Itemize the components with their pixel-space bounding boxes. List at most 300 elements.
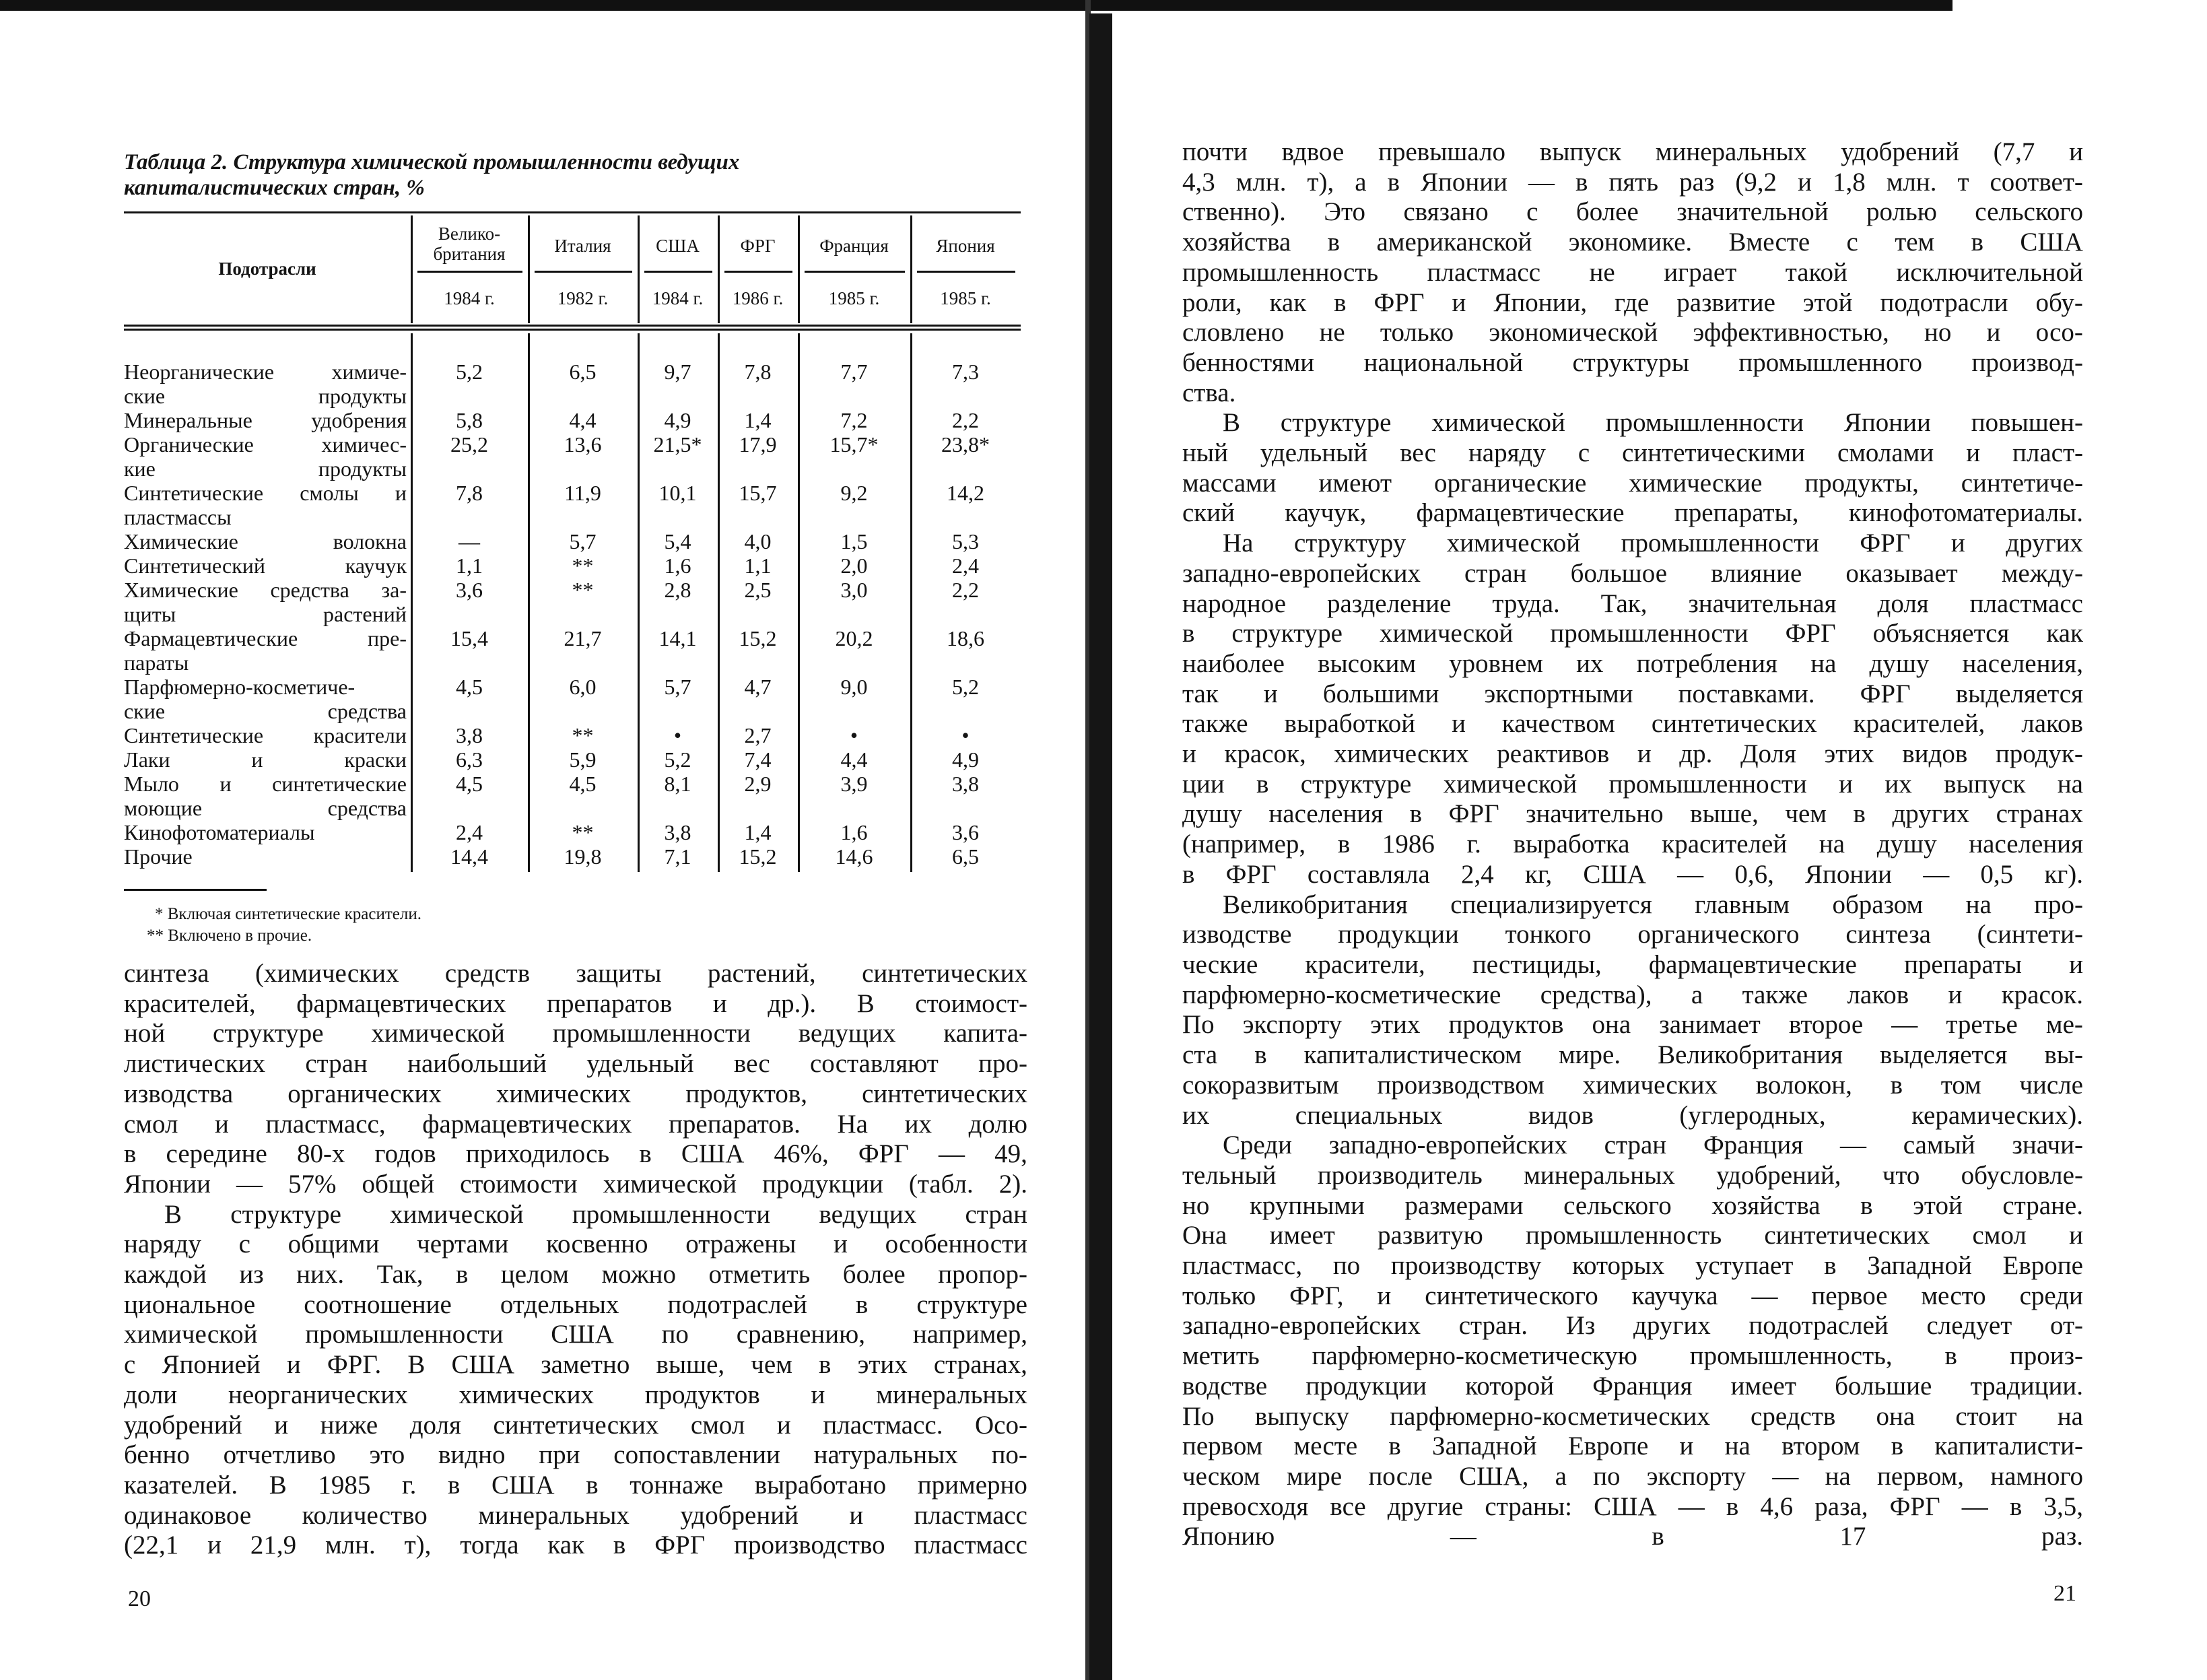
word: в <box>1388 1432 1401 1461</box>
word: Франция <box>1592 1371 1693 1401</box>
table-cell: 4,5 <box>456 675 483 699</box>
word: экспорту <box>1242 1010 1343 1040</box>
word: вес <box>1400 438 1436 468</box>
column-header-country <box>910 236 1021 256</box>
text-line <box>1182 890 2083 920</box>
word: мире <box>1286 1461 1343 1491</box>
word: между- <box>2001 558 2083 588</box>
table-cell: 3,8 <box>456 723 483 747</box>
text-line <box>124 1019 1027 1049</box>
word: на <box>1965 889 1992 919</box>
row-label <box>124 553 407 578</box>
word: особенности <box>885 1230 1027 1259</box>
word: западно-европейских <box>1182 1311 1421 1341</box>
text-line <box>1182 920 2083 950</box>
text-line <box>1182 529 2083 559</box>
word: смолами <box>1837 438 1934 468</box>
text-line <box>124 1501 1027 1531</box>
word: отчетливо <box>223 1440 336 1470</box>
word: реактивов <box>1497 739 1610 769</box>
word: потребления <box>1636 648 1778 678</box>
word: и <box>1182 739 1196 769</box>
text-line <box>1182 709 2083 739</box>
word: уровнем <box>1449 648 1543 678</box>
header-subrule <box>417 271 522 273</box>
word: красителей, <box>1853 709 1985 739</box>
word: красители, <box>1305 949 1425 979</box>
left-page-body <box>124 959 1027 1561</box>
word: продуктов, <box>685 1079 808 1108</box>
word: Парфюмерно-косметиче- <box>124 675 355 699</box>
word: — <box>1528 167 1555 197</box>
word: массами <box>1182 468 1277 498</box>
word: химической <box>1443 769 1577 799</box>
word: большие <box>1835 1371 1932 1401</box>
word: а <box>1555 1461 1567 1491</box>
word: в <box>613 1531 626 1560</box>
column-header-country <box>718 236 798 256</box>
word: третье <box>1946 1010 2018 1040</box>
table-cell: ** <box>572 820 594 844</box>
word: других <box>1892 799 1970 829</box>
text-line <box>124 1139 1027 1170</box>
word: ведущих <box>819 1199 917 1229</box>
word: странах <box>1996 799 2083 829</box>
table-cell: 7,4 <box>744 747 772 772</box>
word: Японии, <box>1493 288 1588 317</box>
word: по <box>1332 1251 1361 1281</box>
word: ный <box>1182 438 1228 468</box>
word: занимает <box>1659 1010 1761 1040</box>
table-cell: 5,3 <box>952 529 979 553</box>
word: изводства <box>124 1079 234 1108</box>
word: ста <box>1182 1040 1218 1070</box>
word: казателей. <box>124 1470 238 1500</box>
word: в <box>639 1139 652 1169</box>
table-cell: 19,8 <box>564 844 602 869</box>
word: — <box>1678 1491 1705 1521</box>
word: сравнению, <box>736 1320 866 1349</box>
word: превосходя <box>1182 1491 1309 1521</box>
word: промышленности <box>1550 619 1748 648</box>
word: Франция <box>1703 1131 1804 1160</box>
word: пять <box>1608 167 1659 197</box>
word: красок, <box>1224 739 1306 769</box>
table-row <box>124 408 1021 432</box>
word: примерно <box>917 1470 1027 1500</box>
table-cell: 5,7 <box>569 529 597 553</box>
word: пластмасс <box>1427 257 1541 287</box>
word: их <box>904 1109 932 1139</box>
text-line <box>1182 950 2083 980</box>
word: имеет <box>1269 1221 1335 1250</box>
table-cell: 9,0 <box>840 675 868 699</box>
row-label-line <box>124 772 407 796</box>
table-cell: 15,2 <box>739 626 777 650</box>
table-cell: 3,6 <box>952 820 979 844</box>
word: красителей, <box>124 988 256 1018</box>
word: тогда <box>460 1531 519 1560</box>
word: в <box>448 1470 461 1500</box>
text-line <box>124 1411 1027 1441</box>
word: место <box>1921 1281 1986 1310</box>
word: органического <box>1637 920 1800 949</box>
table-cell: 15,2 <box>739 844 777 869</box>
word: и <box>286 1350 301 1380</box>
word: в <box>1337 830 1351 859</box>
table-row <box>124 820 1021 844</box>
column-header-year: 1986 г. <box>732 288 784 308</box>
word: в <box>1256 769 1269 799</box>
word: органических <box>287 1079 442 1108</box>
word: выше, <box>656 1350 725 1380</box>
word: а <box>1691 980 1703 1009</box>
word: препараты <box>1904 949 2022 979</box>
text-line <box>124 1049 1027 1079</box>
table-row <box>124 747 1021 772</box>
table-cell: 1,4 <box>744 820 772 844</box>
row-label <box>124 723 407 747</box>
column-header-line: Италия <box>554 236 611 256</box>
row-label-line: щиты растений <box>124 602 407 626</box>
word: как <box>1269 288 1307 317</box>
word: бенностями <box>1182 347 1315 377</box>
word: душу <box>1876 830 1937 859</box>
word: В <box>164 1199 182 1229</box>
word: т), <box>1307 167 1334 197</box>
table-cell: 2,8 <box>664 578 691 602</box>
word: заметно <box>541 1350 630 1380</box>
text-line <box>124 1200 1027 1230</box>
word: синтетических <box>493 1410 659 1440</box>
word: — <box>1961 1491 1988 1521</box>
table-cell: 3,9 <box>840 772 868 796</box>
word: лаков <box>2021 709 2083 739</box>
word: синтеза <box>124 959 209 988</box>
word: ФРГ, <box>1289 1281 1344 1310</box>
row-label <box>124 844 407 869</box>
column-header-year: 1982 г. <box>557 288 609 308</box>
word: в <box>1575 167 1588 197</box>
word: сельского <box>1975 197 2083 227</box>
word: американской <box>1376 228 1532 257</box>
word: парфюмерно-косметические <box>1182 980 1501 1009</box>
table-cell: ** <box>572 553 594 578</box>
word: также <box>1182 709 1248 739</box>
text-line <box>1182 679 2083 710</box>
word: в <box>124 1139 137 1169</box>
word: роли, <box>1182 288 1242 317</box>
word: и <box>215 1109 229 1139</box>
word: хозяйства <box>1711 1190 1821 1220</box>
word: млн. <box>325 1531 376 1560</box>
word: но <box>1182 1190 1210 1220</box>
word: исключительной <box>1896 257 2083 287</box>
word: химической <box>1379 619 1514 648</box>
word: видов <box>1902 739 1968 769</box>
word: Неорганические <box>124 360 275 384</box>
paragraph <box>1182 408 2083 529</box>
word: что <box>1882 1160 1920 1190</box>
word: Доля <box>1740 739 1796 769</box>
table-row <box>124 675 1021 723</box>
word: структуре <box>916 1289 1027 1319</box>
word: Из <box>1565 1311 1596 1341</box>
word: вы- <box>2044 1040 2083 1070</box>
header-subrule <box>535 271 632 273</box>
word: промышленности <box>1608 769 1807 799</box>
word: на <box>2057 1401 2083 1431</box>
word: имеет <box>1730 1371 1796 1401</box>
word: пестициды, <box>1472 949 1602 979</box>
table-cell: 5,8 <box>456 408 483 432</box>
word: — <box>1772 1461 1799 1491</box>
word: 1985 <box>318 1470 371 1500</box>
table-cell: 9,2 <box>840 481 868 505</box>
word: млн. <box>1886 167 1937 197</box>
word: чем <box>751 1350 792 1380</box>
table-row <box>124 578 1021 626</box>
word: стран. <box>1458 1311 1528 1341</box>
table-cell: 15,7* <box>829 432 879 457</box>
word: Европе <box>2002 1251 2083 1281</box>
table-cell: 2,2 <box>952 578 979 602</box>
word: такой <box>1785 257 1847 287</box>
word: США <box>681 1139 745 1169</box>
table-cell: 7,8 <box>744 360 772 384</box>
word: г. <box>402 1470 417 1500</box>
word: сельского <box>1563 1190 1672 1220</box>
word: США <box>451 1350 515 1380</box>
word: страны: <box>1485 1491 1572 1521</box>
word: национальной <box>1363 347 1524 377</box>
row-label <box>124 529 407 553</box>
word: населения <box>1268 799 1384 829</box>
word: размерами <box>1404 1190 1524 1220</box>
table-cell: 4,4 <box>840 747 868 772</box>
page-number-right: 21 <box>2053 1581 2076 1606</box>
word: смол <box>1972 1221 2027 1250</box>
word: имеют <box>1318 468 1392 498</box>
word: синтеза <box>1845 920 1931 949</box>
text-line <box>1182 1311 2083 1341</box>
word: стране. <box>2002 1190 2083 1220</box>
table-cell: 4,5 <box>456 772 483 796</box>
header-subrule <box>644 271 712 273</box>
row-header: Подотрасли <box>218 259 316 279</box>
word: ведущих <box>798 1019 896 1048</box>
word: продуктов <box>1448 1010 1564 1040</box>
word: и <box>1948 980 1963 1009</box>
word: среди <box>2019 1281 2083 1310</box>
table-row <box>124 844 1021 869</box>
table-cell: 23,8* <box>941 432 990 457</box>
word: др. <box>1679 739 1713 769</box>
word: из <box>239 1260 264 1289</box>
word: и <box>1966 438 1981 468</box>
column-header-year: 1984 г. <box>652 288 704 308</box>
word: смол <box>690 1410 745 1440</box>
book-gutter <box>1089 13 1112 1680</box>
text-line <box>1182 1281 2083 1312</box>
word: словлено <box>1182 318 1285 347</box>
table-title-line: капиталистических стран, % <box>124 176 425 200</box>
page-number-left: 20 <box>128 1586 151 1611</box>
word: чем <box>1785 799 1827 829</box>
table-cell: 2,4 <box>952 553 979 578</box>
word: высоким <box>1318 648 1417 678</box>
word: бенно <box>124 1440 190 1470</box>
word: тонкого <box>1505 920 1592 949</box>
text-line <box>124 1320 1027 1350</box>
word: в <box>1891 1432 1904 1461</box>
word: ФРГ <box>1785 619 1836 648</box>
word: ной <box>124 1019 166 1048</box>
word: пластмасс, <box>1182 1251 1303 1281</box>
word: др.). <box>768 988 817 1018</box>
word: выпуск <box>1539 137 1622 166</box>
table-cell: 2,9 <box>744 772 772 796</box>
word: пластмасс, <box>265 1109 386 1139</box>
word: но <box>1924 318 1952 347</box>
header-subrule <box>724 271 792 273</box>
word: этой <box>1802 288 1853 317</box>
table-cell: 2,2 <box>952 408 979 432</box>
word: структуре <box>230 1199 341 1229</box>
table-cell: 1,1 <box>744 553 772 578</box>
word: Мыло <box>124 772 179 796</box>
word: так <box>1182 679 1219 708</box>
word: в <box>1860 1190 1873 1220</box>
word: Так, <box>376 1260 423 1289</box>
word: осо- <box>2035 318 2083 347</box>
word: и <box>1950 529 1965 558</box>
row-label-line <box>124 481 407 505</box>
word: вес <box>733 1049 770 1079</box>
word: пре- <box>368 626 407 650</box>
table-cell: 7,8 <box>456 481 483 505</box>
text-line <box>1182 980 2083 1011</box>
word: при <box>539 1440 580 1470</box>
word: приходилось <box>465 1139 610 1169</box>
word: в <box>1824 1251 1837 1281</box>
word: продукты, <box>1804 468 1919 498</box>
word: Вместе <box>1728 228 1810 257</box>
word: ФРГ <box>654 1531 706 1560</box>
word: красителей <box>1662 830 1788 859</box>
word: душу <box>1869 648 1930 678</box>
word: числе <box>2019 1070 2083 1100</box>
right-page-body <box>1182 137 2083 1552</box>
word: выработка <box>1513 830 1630 859</box>
word: в <box>1334 288 1347 317</box>
text-line <box>124 1380 1027 1411</box>
word: химической <box>371 1019 505 1048</box>
row-label <box>124 675 407 723</box>
word: фармацевтических <box>296 988 506 1018</box>
word: общими <box>287 1230 380 1259</box>
word: как <box>547 1531 585 1560</box>
word: и <box>274 1410 289 1440</box>
word: средства <box>270 578 349 602</box>
word: производитель <box>1317 1160 1483 1190</box>
word: за- <box>381 578 407 602</box>
word: раза, <box>1814 1491 1868 1521</box>
text-line <box>124 1350 1027 1380</box>
word: — <box>1751 1281 1778 1310</box>
word: пласт- <box>2012 438 2083 468</box>
word: этих <box>1824 739 1874 769</box>
word: (синтети- <box>1977 920 2083 949</box>
word: этих <box>857 1350 908 1380</box>
word: значительная <box>1688 589 1837 618</box>
table-cell: 21,5* <box>653 432 702 457</box>
column-header-country <box>638 236 718 256</box>
text-line: их специальных видов (углеродных, керамических). <box>1182 1100 2083 1130</box>
word: волокон, <box>1755 1070 1852 1100</box>
word: и <box>1452 288 1466 317</box>
word: западно-европейских <box>1182 558 1421 588</box>
column-header-year: 1985 г. <box>940 288 991 308</box>
word: связано <box>1403 197 1489 227</box>
table-cell: 2,4 <box>456 820 483 844</box>
paragraph <box>1182 529 2083 889</box>
text-line <box>124 1260 1027 1290</box>
word: долю <box>968 1109 1027 1139</box>
text-line <box>124 989 1027 1019</box>
table-rule <box>124 325 1021 327</box>
word: только <box>1182 1281 1256 1310</box>
word: уступает <box>1695 1251 1794 1281</box>
word: минеральных <box>478 1500 630 1530</box>
word: их <box>1885 769 1912 799</box>
word: США <box>2020 228 2083 257</box>
word: средств <box>444 959 531 988</box>
table-cell: 17,9 <box>739 432 777 457</box>
word: в <box>819 1350 831 1380</box>
word: населения <box>1969 830 2083 859</box>
column-header-country <box>798 236 910 256</box>
text-line <box>1182 830 2083 860</box>
table-row <box>124 432 1021 481</box>
table-cell: 5,2 <box>952 675 979 699</box>
word: листических <box>124 1049 266 1079</box>
row-label <box>124 360 407 408</box>
word: удобрений <box>124 1410 242 1440</box>
word: и <box>1679 1432 1694 1461</box>
word: 3,5, <box>2043 1491 2083 1521</box>
word: промышленности <box>1605 408 1804 438</box>
text-line <box>1182 619 2083 649</box>
word: и <box>811 1380 825 1409</box>
word: значительно <box>1526 799 1664 829</box>
word: средств <box>1751 1401 1836 1431</box>
word: повышен- <box>1971 408 2083 438</box>
word: с <box>1846 228 1858 257</box>
table-cell: 14,2 <box>947 481 984 505</box>
word: структуре <box>1231 619 1343 648</box>
table-rule <box>124 329 1021 331</box>
table-row <box>124 481 1021 529</box>
word: и <box>776 1410 791 1440</box>
word: по <box>1593 1461 1621 1491</box>
word: следует <box>1926 1311 2012 1341</box>
table-cell: 3,8 <box>952 772 979 796</box>
word: народное <box>1182 589 1287 618</box>
word: пластмасс <box>914 1531 1027 1560</box>
word: доля <box>409 1410 461 1440</box>
table-cell: 10,1 <box>658 481 697 505</box>
